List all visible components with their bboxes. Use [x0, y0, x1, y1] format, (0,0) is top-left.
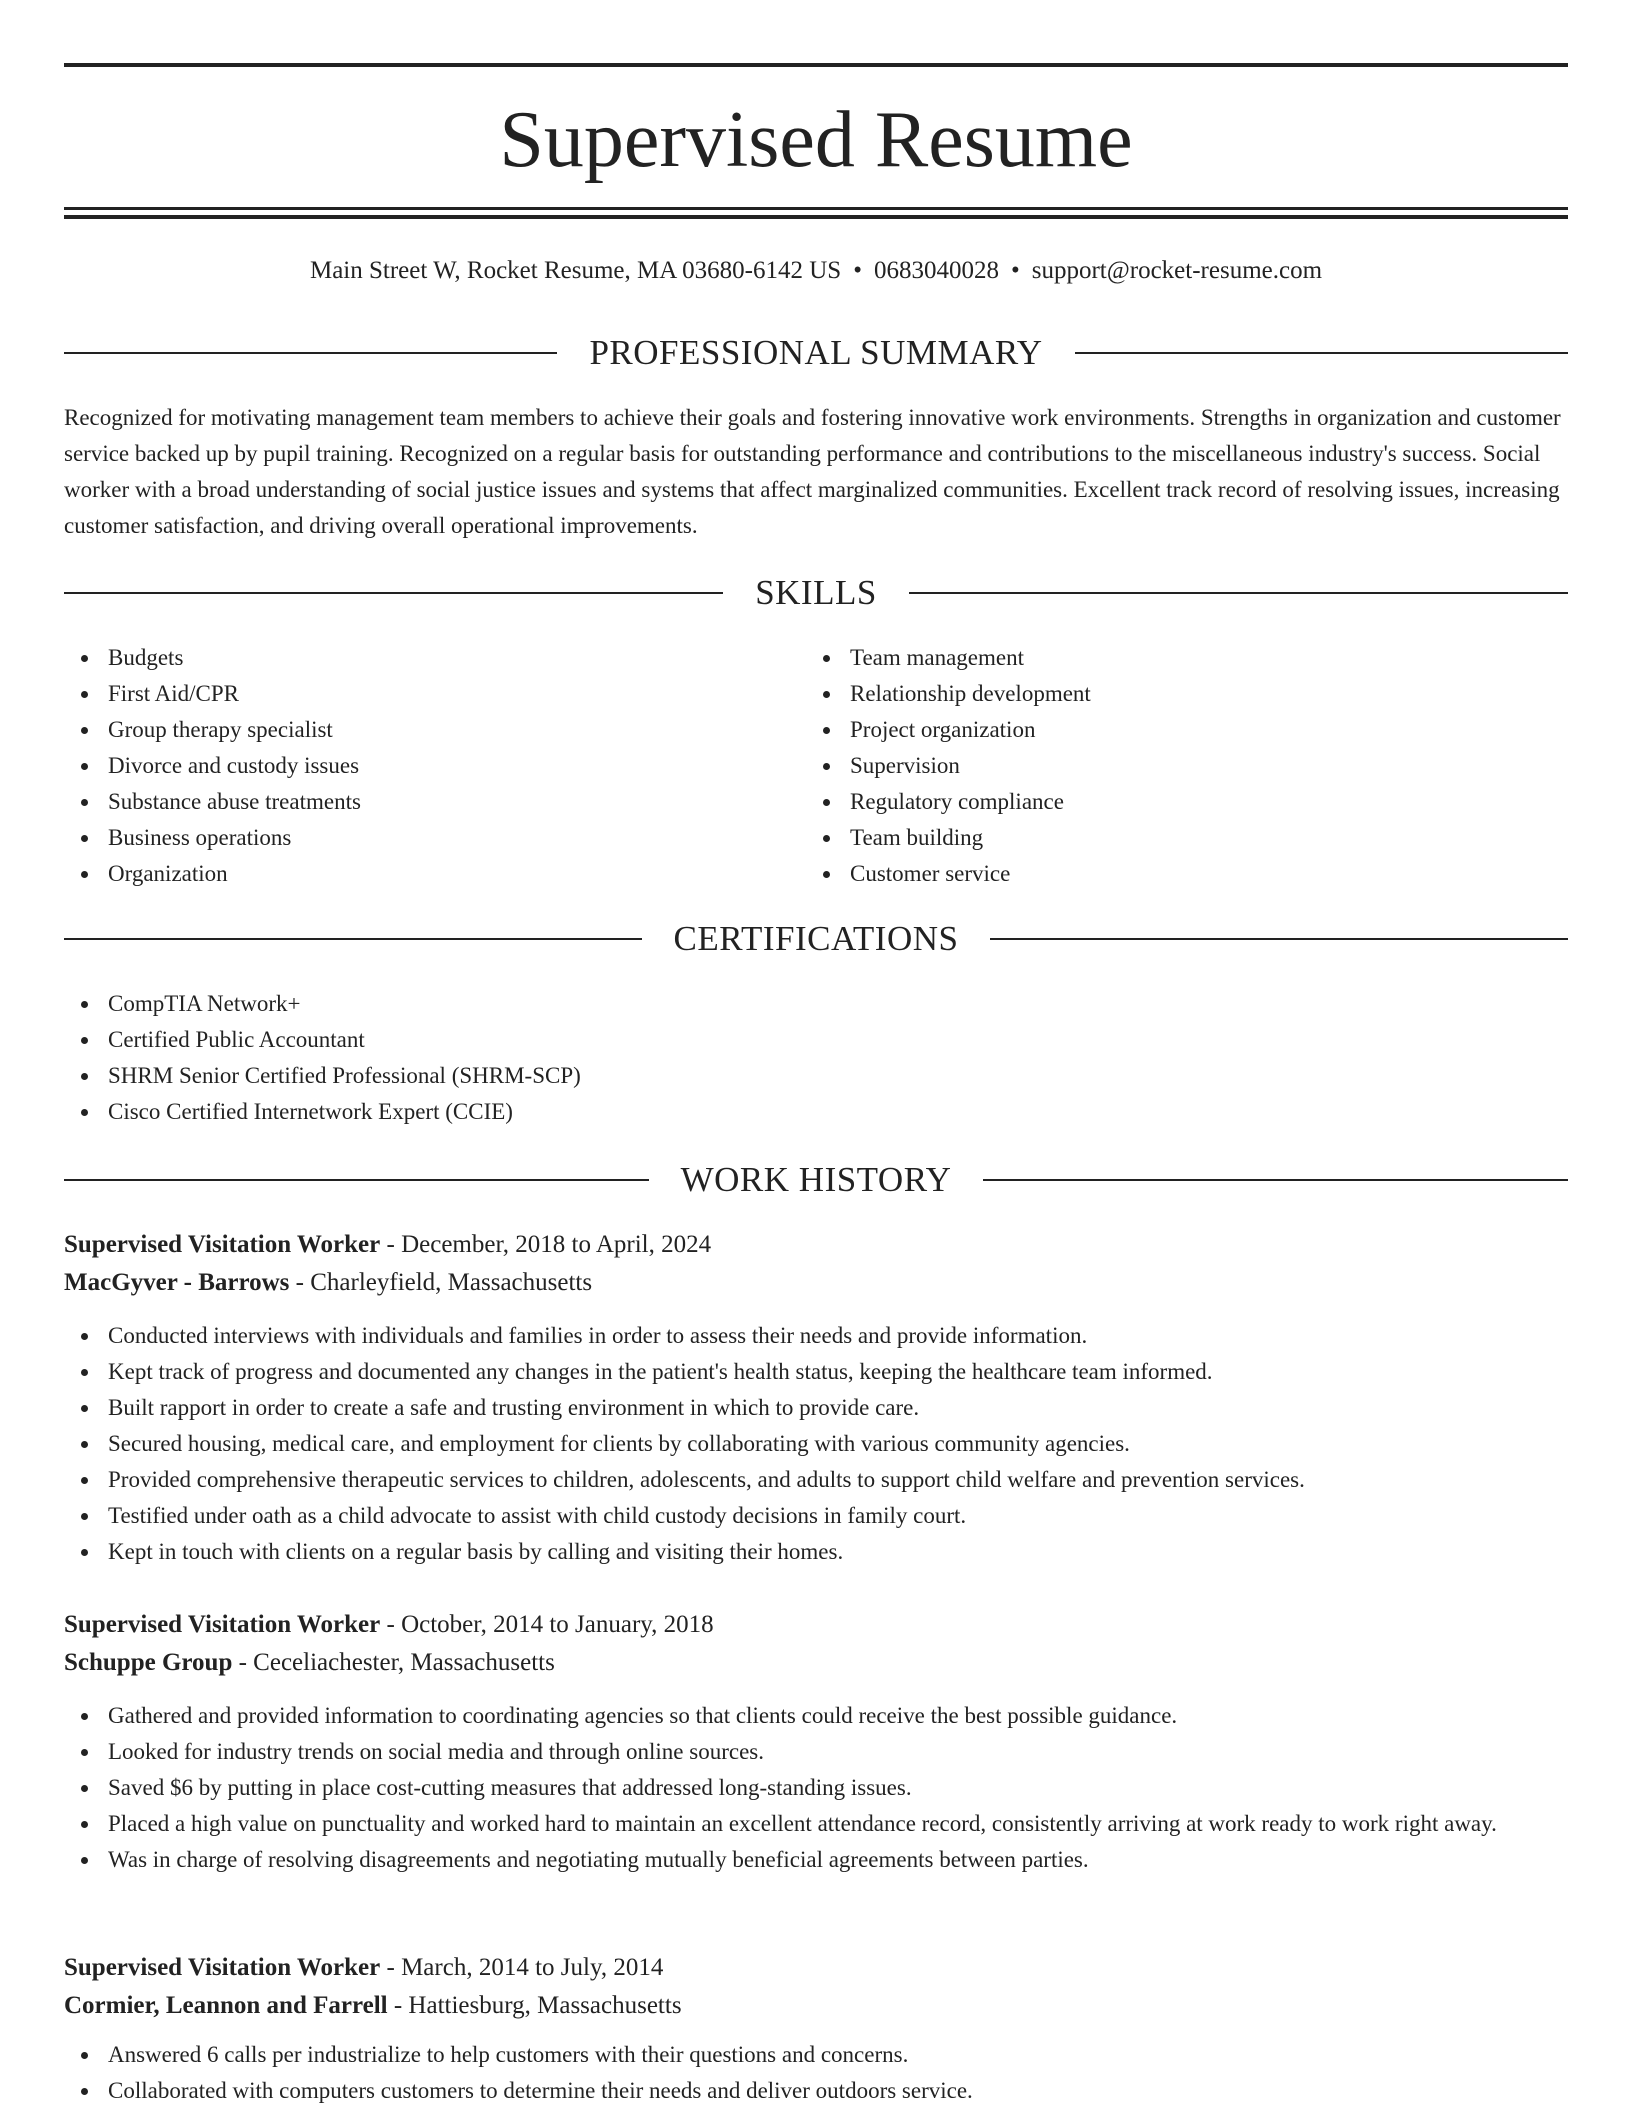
- skill-item: Team building: [806, 820, 1568, 856]
- job-duty: Gathered and provided information to coordinating agencies so that clients could receive the best possible guidance.: [64, 1698, 1568, 1734]
- job-duty: Saved $6 by putting in place cost-cutting measures that addressed long-standing issues.: [64, 1770, 1568, 1806]
- heading-rule: [64, 938, 642, 940]
- job-title: Supervised Visitation Worker: [64, 1954, 381, 1981]
- contact-separator: •: [1010, 257, 1020, 284]
- skill-item: Budgets: [64, 640, 806, 676]
- skill-item: Divorce and custody issues: [64, 748, 806, 784]
- heading-rule: [64, 1179, 649, 1181]
- heading-rule: [1075, 352, 1568, 354]
- job-title: Supervised Visitation Worker: [64, 1231, 381, 1258]
- contact-line: [64, 254, 1568, 288]
- certification-item: CompTIA Network+: [64, 986, 1568, 1022]
- section-heading-skills: [64, 573, 1568, 613]
- job-company: Schuppe Group: [64, 1649, 233, 1676]
- resume-title: Supervised Resume: [499, 96, 1133, 184]
- title-rule-upper: [64, 207, 1568, 210]
- job-entry: [64, 1949, 1568, 2109]
- job-entry: [64, 1226, 1568, 1570]
- job-company: MacGyver - Barrows: [64, 1269, 290, 1296]
- heading-rule: [909, 592, 1568, 594]
- job-duties-list: [64, 1698, 1568, 1878]
- job-dates: - October, 2014 to January, 2018: [380, 1611, 714, 1638]
- job-duty: Provided comprehensive therapeutic services to children, adolescents, and adults to support child welfare and prevention services.: [64, 1462, 1568, 1498]
- job-duties-list: [64, 2037, 1568, 2109]
- job-location: - Hattiesburg, Massachusetts: [387, 1992, 682, 2019]
- contact-email[interactable]: support@rocket-resume.com: [1031, 257, 1323, 284]
- job-duty: Looked for industry trends on social media and through online sources.: [64, 1734, 1568, 1770]
- job-location: - Charleyfield, Massachusetts: [289, 1269, 593, 1296]
- contact-address: Main Street W, Rocket Resume, MA 03680-6142 US: [309, 257, 842, 284]
- job-title-line: [64, 1606, 1568, 1644]
- section-title: WORK HISTORY: [680, 1160, 952, 1199]
- section-title: PROFESSIONAL SUMMARY: [589, 333, 1043, 372]
- job-company-line: [64, 1644, 1568, 1682]
- contact-phone: 0683040028: [873, 257, 999, 284]
- heading-rule: [990, 938, 1568, 940]
- job-duty: Kept in touch with clients on a regular basis by calling and visiting their homes.: [64, 1534, 1568, 1570]
- section-title: CERTIFICATIONS: [673, 919, 959, 958]
- job-duty: Collaborated with computers customers to determine their needs and deliver outdoors service.: [64, 2073, 1568, 2109]
- certification-item: Cisco Certified Internetwork Expert (CCIE): [64, 1094, 1568, 1130]
- section-heading-summary: [64, 333, 1568, 373]
- skill-item: Group therapy specialist: [64, 712, 806, 748]
- certification-item: Certified Public Accountant: [64, 1022, 1568, 1058]
- skill-item: Customer service: [806, 856, 1568, 892]
- job-duty: Built rapport in order to create a safe and trusting environment in which to provide care.: [64, 1390, 1568, 1426]
- section-heading-certifications: [64, 919, 1568, 959]
- title-rule-lower: [64, 215, 1568, 219]
- job-entry: [64, 1606, 1568, 1878]
- job-duties-list: [64, 1318, 1568, 1570]
- skill-item: Regulatory compliance: [806, 784, 1568, 820]
- heading-rule: [64, 352, 557, 354]
- job-title: Supervised Visitation Worker: [64, 1611, 381, 1638]
- job-dates: - March, 2014 to July, 2014: [380, 1954, 664, 1981]
- job-duty: Placed a high value on punctuality and worked hard to maintain an excellent attendance record, consistently arriving at work ready to work right away.: [64, 1806, 1568, 1842]
- skill-item: Organization: [64, 856, 806, 892]
- skill-item: Substance abuse treatments: [64, 784, 806, 820]
- job-duty: Answered 6 calls per industrialize to help customers with their questions and concerns.: [64, 2037, 1568, 2073]
- job-company-line: [64, 1264, 1568, 1302]
- skill-item: Supervision: [806, 748, 1568, 784]
- certification-item: SHRM Senior Certified Professional (SHRM-SCP): [64, 1058, 1568, 1094]
- contact-separator: •: [853, 257, 862, 284]
- skill-item: First Aid/CPR: [64, 676, 806, 712]
- skill-item: Project organization: [806, 712, 1568, 748]
- summary-text: Recognized for motivating management team members to achieve their goals and fostering innovative work environments. Strengths in organization and customer service backed up by pupil training. Recognized on a regular basis for outstanding performance and contributions to the miscellaneous industry's success. Social worker with a broad understanding of social justice issues and systems that affect marginalized communities. Excellent track record of resolving issues, increasing customer satisfaction, and driving overall operational improvements.: [64, 405, 1561, 538]
- job-dates: - December, 2018 to April, 2024: [380, 1231, 712, 1258]
- section-heading-work-history: [64, 1160, 1568, 1200]
- job-duty: Conducted interviews with individuals and families in order to assess their needs and provide information.: [64, 1318, 1568, 1354]
- section-title: SKILLS: [755, 573, 877, 612]
- job-company: Cormier, Leannon and Farrell: [64, 1992, 388, 2019]
- job-location: - Ceceliachester, Massachusetts: [232, 1649, 555, 1676]
- skills-list-left: [64, 640, 806, 892]
- skill-item: Business operations: [64, 820, 806, 856]
- heading-rule: [983, 1179, 1568, 1181]
- top-rule: [64, 63, 1568, 67]
- job-duty: Testified under oath as a child advocate to assist with child custody decisions in family court.: [64, 1498, 1568, 1534]
- job-duty: Kept track of progress and documented any changes in the patient's health status, keeping the healthcare team informed.: [64, 1354, 1568, 1390]
- job-duty: Secured housing, medical care, and employment for clients by collaborating with various community agencies.: [64, 1426, 1568, 1462]
- skill-item: Team management: [806, 640, 1568, 676]
- job-title-line: [64, 1949, 1568, 1987]
- job-company-line: [64, 1987, 1568, 2025]
- skill-item: Relationship development: [806, 676, 1568, 712]
- certifications-list: [64, 986, 1568, 1130]
- skills-list-right: [806, 640, 1568, 892]
- heading-rule: [64, 592, 723, 594]
- job-duty: Was in charge of resolving disagreements and negotiating mutually beneficial agreements between parties.: [64, 1842, 1568, 1878]
- job-title-line: [64, 1226, 1568, 1264]
